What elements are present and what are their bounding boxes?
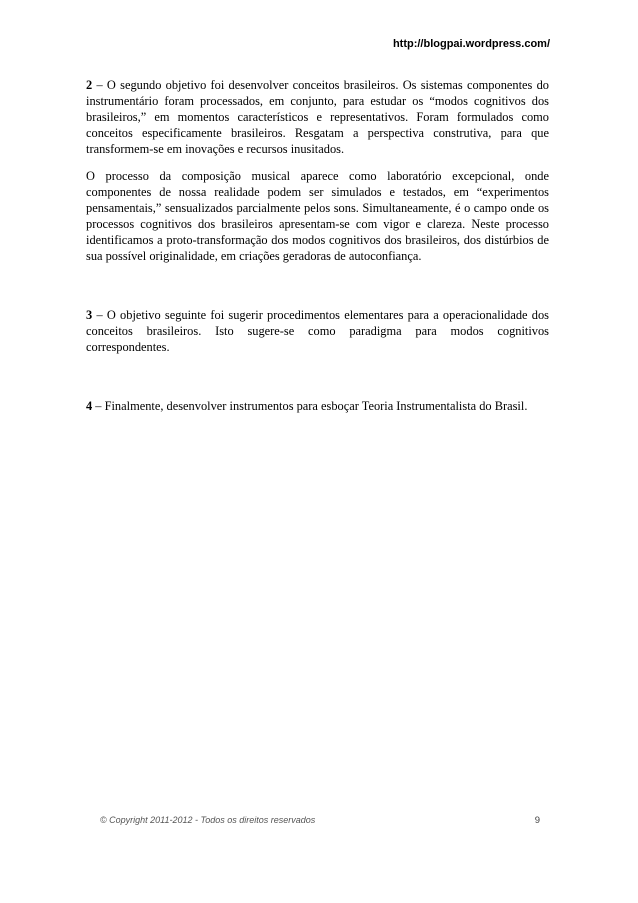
paragraph-number: 2 (86, 78, 93, 92)
paragraph-text: – Finalmente, desenvolver instrumentos para esboçar Teoria Instrumentalista do Brasil. (92, 399, 528, 413)
paragraph-text: O processo da composição musical aparece como laboratório excepcional, onde componentes de nossa realidade podem ser simulados e testados, em “experimentos pensamentais,” sensualizados parcialmente pelos sons. Simultaneamente, é o campo onde os processos cognitivos dos brasileiros apresentam-se com vigor e clareza. Neste processo identificamos a proto-transformação dos modos cognitivos dos brasileiros, dos distúrbios de sua possível originalidade, em criações geradoras de autoconfiança. (86, 169, 549, 263)
paragraph-number: 3 (86, 308, 93, 322)
paragraph-objective-3 (86, 307, 549, 355)
copyright-notice: © Copyright 2011-2012 - Todos os direitos reservados (100, 815, 316, 825)
paragraph-objective-4 (86, 398, 549, 414)
page-number: 9 (534, 815, 540, 826)
paragraph-number: 4 (86, 399, 93, 413)
paragraph-objective-2 (86, 77, 549, 157)
document-body (86, 77, 549, 414)
paragraph-text: – O objetivo seguinte foi sugerir procedimentos elementares para a operacionalidade dos conceitos brasileiros. Isto sugere-se como paradigma para modos cognitivos correspondentes. (86, 308, 549, 354)
header-url: http://blogpai.wordpress.com/ (392, 38, 550, 50)
page-footer (100, 815, 540, 826)
paragraph-composition-process (86, 168, 549, 264)
paragraph-text: – O segundo objetivo foi desenvolver conceitos brasileiros. Os sistemas componentes do instrumentário foram processados, em conjunto, para estudar os “modos cognitivos dos brasileiros,” em momentos característicos e representativos. Foram formulados como conceitos especificamente brasileiros. Resgatam a perspectiva construtiva, para que transformem-se em inovações e recursos inusitados. (86, 78, 549, 156)
